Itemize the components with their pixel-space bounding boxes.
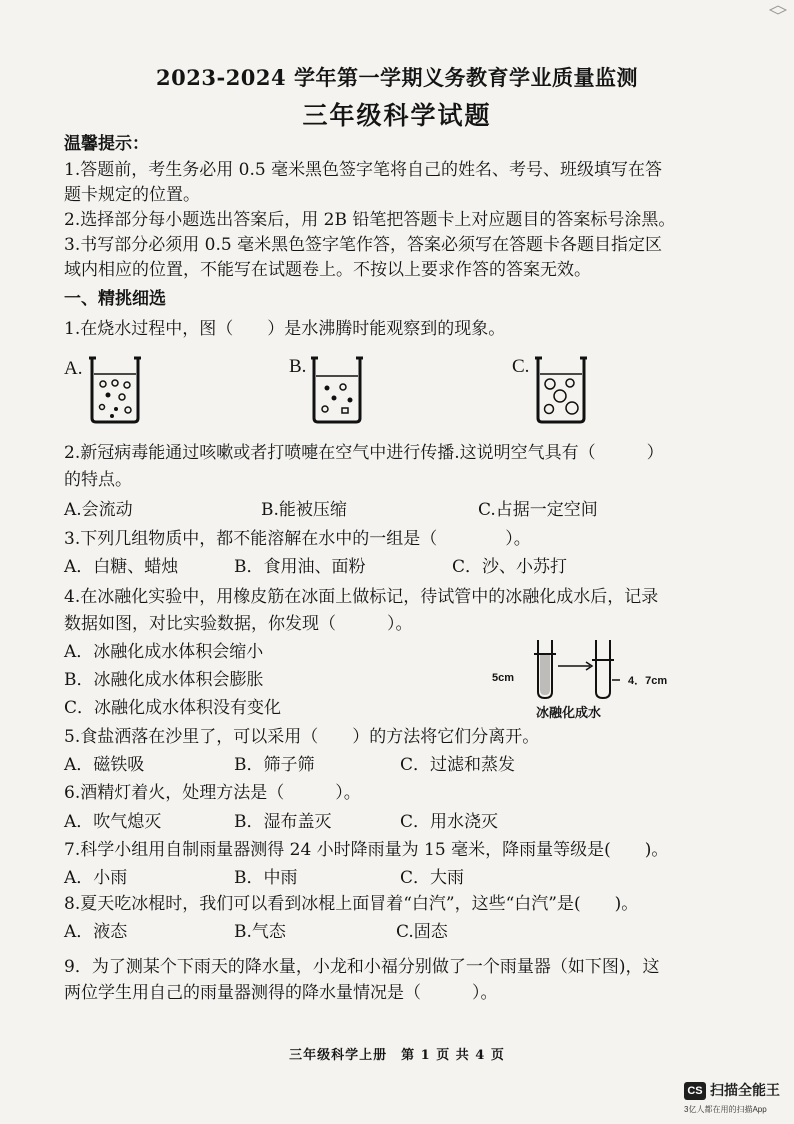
option-b: B．食用油、面粉: [234, 557, 366, 577]
option-a: A．冰融化成水体积会缩小: [64, 642, 264, 662]
option-c: C.占据一定空间: [478, 500, 598, 520]
option-c: C．过滤和蒸发: [400, 755, 516, 775]
question-6-stem: 6.酒精灯着火，处理方法是（ ）。: [64, 783, 361, 803]
question-5-stem: 5.食盐洒落在沙里了，可以采用（ ）的方法将它们分离开。: [64, 727, 540, 747]
option-a: A．吹气熄灭: [64, 812, 162, 832]
camscanner-logo-icon: CS: [684, 1082, 706, 1100]
beaker-c-image: [534, 352, 590, 424]
option-c: C．大雨: [400, 868, 465, 888]
option-a: A．液态: [64, 922, 128, 942]
figure-left-label: 5cm: [492, 672, 515, 684]
ice-melt-figure: [524, 636, 624, 700]
option-c: C．冰融化成水体积没有变化: [64, 698, 282, 718]
option-c: C．沙、小苏打: [452, 557, 568, 577]
question-7-stem: 7.科学小组用自制雨量器测得 24 小时降雨量为 15 毫米，降雨量等级是( )。: [64, 840, 669, 860]
question-1-stem: 1.在烧水过程中，图（ ）是水沸腾时能观察到的现象。: [64, 319, 506, 339]
option-b: B.气态: [234, 922, 286, 942]
option-a: A．磁铁吸: [64, 755, 145, 775]
notice-line: 3.书写部分必须用 0.5 毫米黑色签字笔作答，答案必须写在答题卡各题目指定区: [64, 235, 663, 255]
scan-corner-icon: [768, 4, 788, 16]
option-label: C.: [512, 356, 530, 377]
question-8-stem: 8.夏天吃冰棍时，我们可以看到冰棍上面冒着“白汽”，这些“白汽”是( )。: [64, 894, 639, 914]
option-b: B．湿布盖灭: [234, 812, 332, 832]
question-2-stem: 2.新冠病毒能通过咳嗽或者打喷嚏在空气中进行传播.这说明空气具有（ ）: [64, 443, 664, 463]
page-footer: 三年级科学上册 第 1 页 共 4 页: [289, 1048, 505, 1063]
beaker-b-image: [310, 352, 366, 424]
option-label: A.: [64, 358, 83, 379]
section-title: 一、精挑细选: [64, 289, 166, 309]
option-a: A.会流动: [64, 500, 133, 520]
option-label: B.: [289, 356, 307, 377]
notice-heading: 温馨提示：: [64, 134, 149, 154]
option-b: B．中雨: [234, 868, 298, 888]
notice-line: 1.答题前，考生务必用 0.5 毫米黑色签字笔将自己的姓名、考号、班级填写在答: [64, 160, 663, 180]
option-a: A．白糖、蜡烛: [64, 557, 179, 577]
question-9-stem: 两位学生用自己的雨量器测得的降水量情况是（ ）。: [64, 983, 498, 1003]
option-b: B.能被压缩: [261, 500, 347, 520]
notice-line: 2.选择部分每小题选出答案后，用 2B 铅笔把答题卡上对应题目的答案标号涂黑。: [64, 210, 676, 230]
exam-subtitle: 三年级科学试题: [302, 101, 492, 130]
beaker-a-image: [88, 352, 144, 424]
option-b: B．筛子筛: [234, 755, 315, 775]
option-c: C．用水浇灭: [400, 812, 499, 832]
exam-title: 2023-2024 学年第一学期义务教育学业质量监测: [156, 65, 638, 90]
question-9-stem: 9．为了测某个下雨天的降水量，小龙和小福分别做了一个雨量器（如下图)，这: [64, 957, 660, 977]
option-a: A．小雨: [64, 868, 128, 888]
figure-caption: 冰融化成水: [536, 706, 602, 721]
camscanner-name: 扫描全能王: [710, 1082, 780, 1098]
camscanner-tagline: 3亿人都在用的扫描App: [684, 1105, 767, 1114]
question-3-stem: 3.下列几组物质中，都不能溶解在水中的一组是（ ）。: [64, 529, 531, 549]
notice-line: 题卡规定的位置。: [64, 185, 200, 205]
option-c: C.固态: [396, 922, 448, 942]
question-4-stem: 数据如图，对比实验数据，你发现（ ）。: [64, 614, 413, 634]
option-b: B．冰融化成水体积会膨胀: [64, 670, 264, 690]
figure-right-label: 4．7cm: [628, 675, 668, 687]
question-2-stem: 的特点。: [64, 470, 132, 490]
notice-line: 域内相应的位置，不能写在试题卷上。不按以上要求作答的答案无效。: [64, 260, 591, 280]
question-4-stem: 4.在冰融化实验中，用橡皮筋在冰面上做标记，待试管中的冰融化成水后，记录: [64, 587, 659, 607]
